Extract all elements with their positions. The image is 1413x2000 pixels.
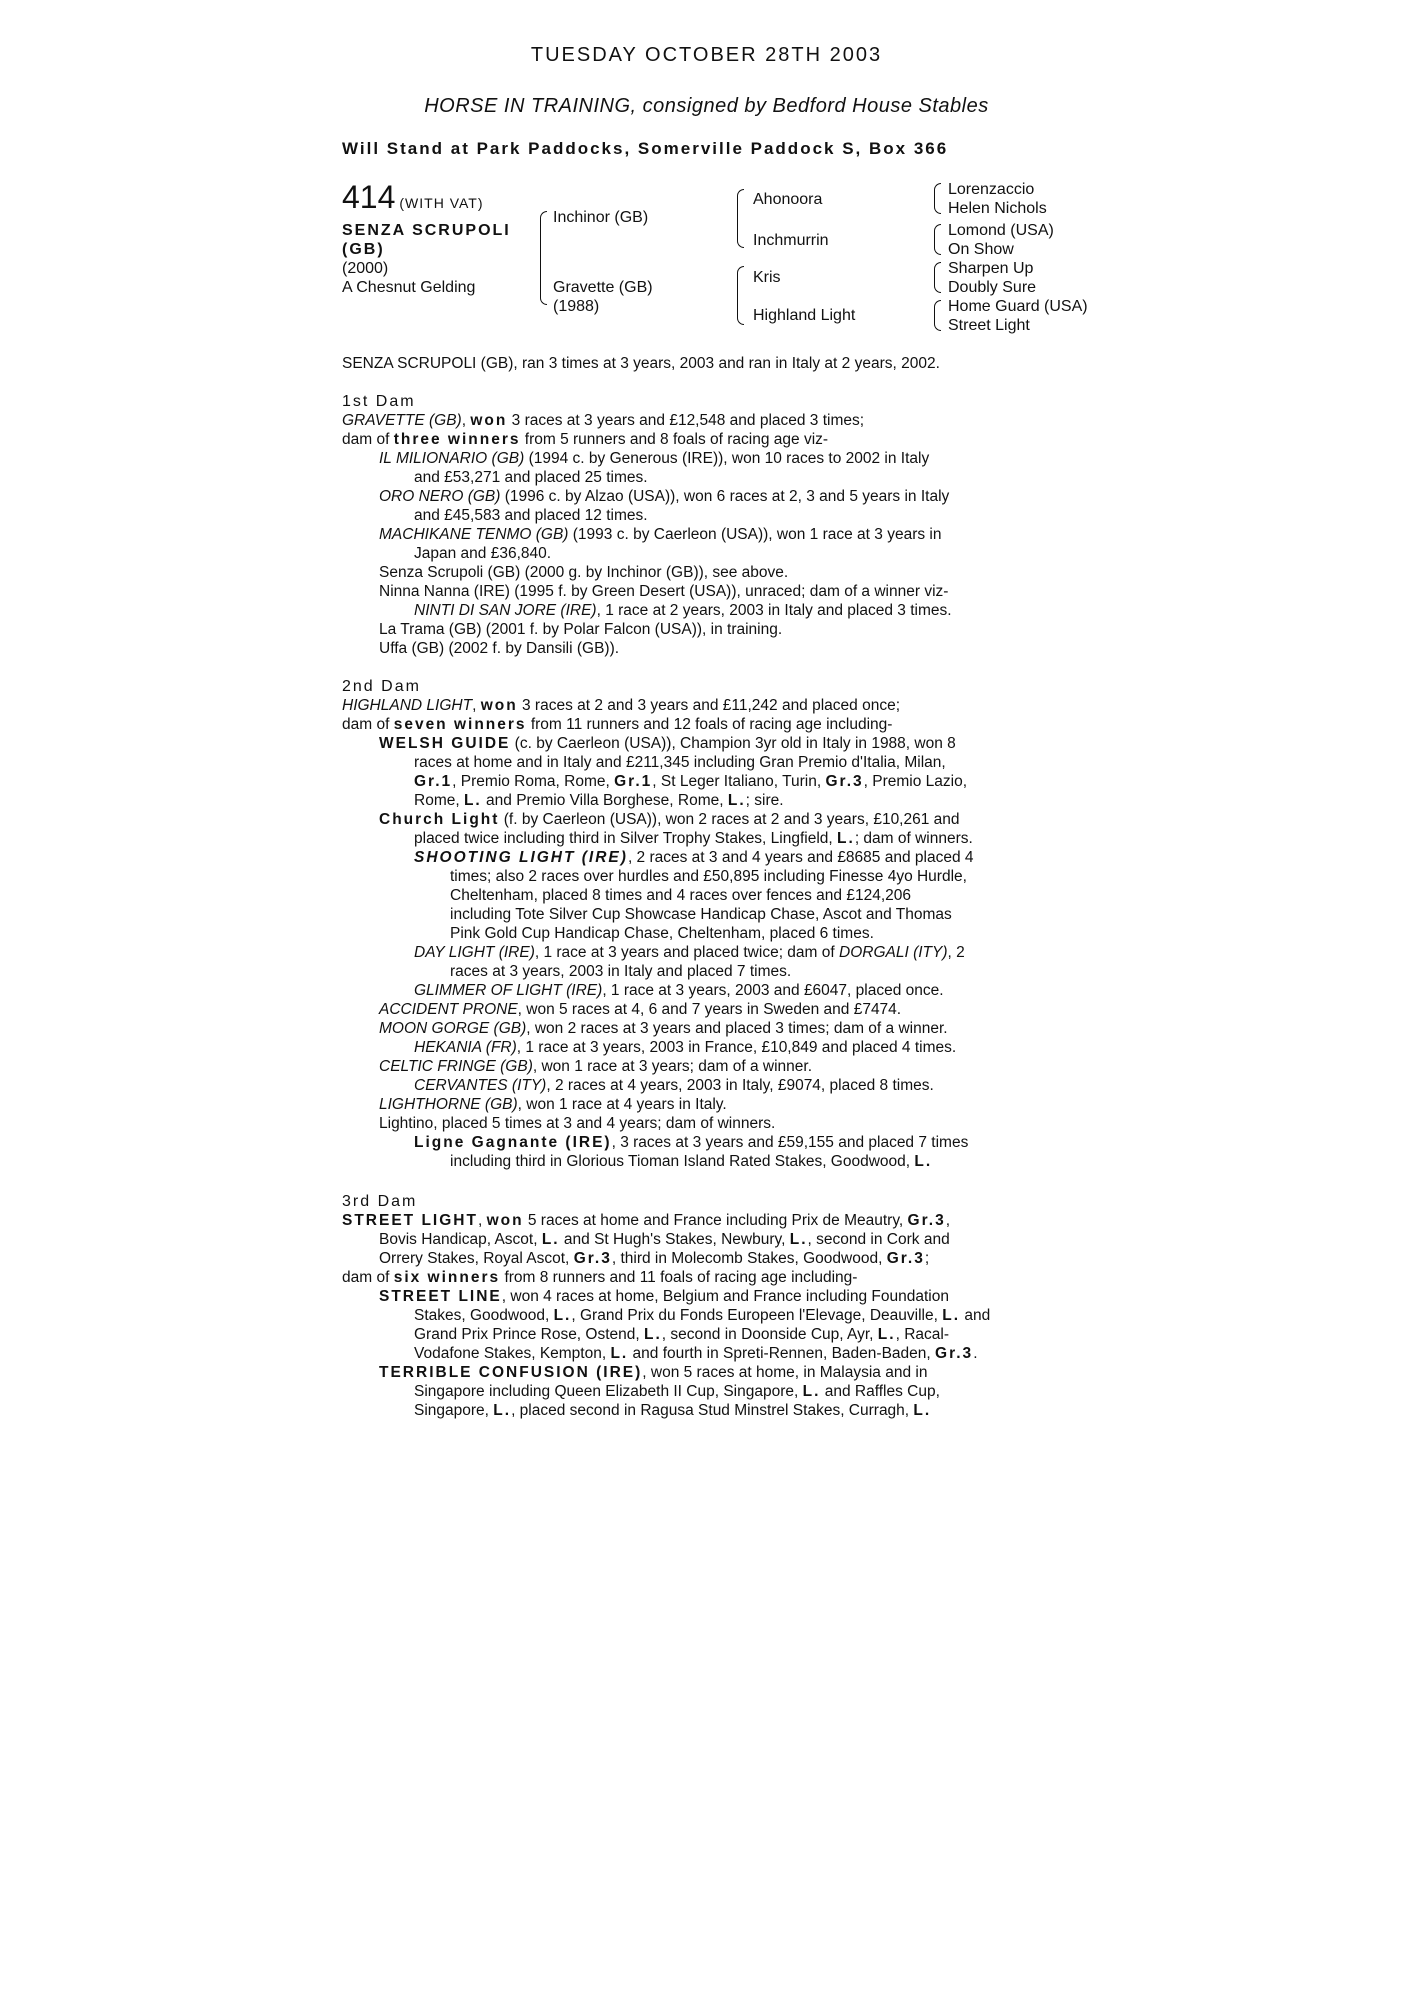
text: ; sire. — [745, 792, 784, 809]
text: dam of — [342, 431, 394, 448]
text: , 1 race at 3 years, 2003 and £6047, placed once. — [602, 982, 944, 999]
text: six winners — [393, 1269, 501, 1286]
text: Rome, — [414, 792, 464, 809]
sire-parents-brace — [737, 189, 744, 248]
grandparent-2: Helen Nichols — [948, 200, 1047, 217]
foaling-year: (2000) — [342, 260, 389, 277]
dam2-line: races at home and in Italy and £211,345 including Gran Premio d'Italia, Milan, — [414, 754, 946, 771]
text: and St Hugh's Stakes, Newbury, — [559, 1231, 790, 1248]
text: Grand Prix Prince Rose, Ostend, — [414, 1326, 645, 1343]
dam1-line: and £53,271 and placed 25 times. — [414, 469, 648, 486]
horse-name — [342, 221, 511, 259]
dam3-line — [342, 1211, 1078, 1230]
text: Gr.3 — [573, 1250, 612, 1267]
dam1-line: La Trama (GB) (2001 f. by Polar Falcon (USA)), in training. — [379, 621, 783, 638]
text: , placed second in Ragusa Stud Minstrel Stakes, Curragh, — [511, 1402, 914, 1419]
dam2-line — [342, 1000, 1078, 1019]
offspring-name: WELSH GUIDE — [379, 735, 511, 752]
offspring-name: DAY LIGHT (IRE) — [414, 944, 535, 961]
text: , third in Molecomb Stakes, Goodwood, — [611, 1250, 887, 1267]
dam-year: (1988) — [553, 298, 600, 315]
dam3-line — [342, 1249, 1078, 1268]
text: (1993 c. by Caerleon (USA)), won 1 race at 3 years in — [568, 526, 942, 543]
dam2-line — [342, 829, 1078, 848]
text: , won 4 races at home, Belgium and France including Foundation — [501, 1288, 949, 1305]
text: 3 races at 3 years and £12,548 and placed 3 times; — [507, 412, 865, 429]
dam2-line — [342, 734, 1078, 753]
dam-sire: Kris — [753, 269, 781, 286]
lot-number-value: 414 — [342, 179, 396, 215]
brace-g4 — [934, 300, 941, 331]
dam1-line — [342, 487, 1078, 506]
dam2-line — [342, 1076, 1078, 1095]
third-dam-heading: 3rd Dam — [342, 1193, 418, 1210]
text: Bovis Handicap, Ascot, — [379, 1231, 542, 1248]
dam3-line — [342, 1230, 1078, 1249]
offspring-name: SHOOTING LIGHT (IRE) — [414, 849, 628, 866]
dam1-line — [342, 430, 1078, 449]
dam2-line — [342, 1019, 1078, 1038]
text: , won 5 races at 4, 6 and 7 years in Sweden and £7474. — [517, 1001, 902, 1018]
racing-summary — [342, 354, 1078, 373]
text: Gr.3 — [886, 1250, 925, 1267]
first-dam-section — [342, 392, 1078, 658]
text: won — [470, 412, 508, 429]
dam: Gravette (GB) — [553, 279, 653, 296]
text: L. — [837, 830, 855, 847]
grandparent-3: Lomond (USA) — [948, 222, 1054, 239]
offspring-name: TERRIBLE CONFUSION (IRE) — [379, 1364, 643, 1381]
text: and — [960, 1307, 991, 1324]
text: L. — [877, 1326, 896, 1343]
stand-location: Will Stand at Park Paddocks, Somerville Paddock S, Box 366 — [342, 139, 949, 158]
offspring-name: Church Light — [379, 811, 500, 828]
text: L. — [553, 1307, 572, 1324]
text: and Raffles Cup, — [820, 1383, 940, 1400]
text: , won 1 race at 3 years; dam of a winner. — [532, 1058, 813, 1075]
dam3-line — [342, 1325, 1078, 1344]
brace-g2 — [934, 224, 941, 255]
dam2-line — [342, 1095, 1078, 1114]
dam1-line: Ninna Nanna (IRE) (1995 f. by Green Desert (USA)), unraced; dam of a winner viz- — [379, 583, 949, 600]
text: , Grand Prix du Fonds Europeen l'Elevage, Deauville, — [571, 1307, 943, 1324]
text: 3 races at 2 and 3 years and £11,242 and placed once; — [517, 697, 901, 714]
horse-name-line2: (GB) — [342, 241, 385, 258]
dam2-line — [342, 1152, 1078, 1171]
lot-number — [342, 180, 484, 220]
dam2-line — [342, 1133, 1078, 1152]
text: , Racal- — [895, 1326, 949, 1343]
dam2-line: races at 3 years, 2003 in Italy and placed 7 times. — [450, 963, 792, 980]
sire-dam-brace — [540, 211, 547, 305]
text: Gr.1 — [414, 773, 453, 790]
text: including third in Glorious Tioman Island Rated Stakes, Goodwood, — [450, 1153, 915, 1170]
offspring-name: CERVANTES (ITY) — [414, 1077, 547, 1094]
text: Gr.1 — [614, 773, 653, 790]
text: and Premio Villa Borghese, Rome, — [481, 792, 728, 809]
second-dam-heading: 2nd Dam — [342, 678, 421, 695]
offspring-name: Ligne Gagnante (IRE) — [414, 1134, 612, 1151]
text: L. — [727, 792, 746, 809]
dam2-line — [342, 696, 1078, 715]
dam2-line: times; also 2 races over hurdles and £50,895 including Finesse 4yo Hurdle, — [450, 868, 967, 885]
text: L. — [789, 1231, 808, 1248]
horse-name-line1: SENZA SCRUPOLI — [342, 222, 511, 239]
dam2-line — [342, 1057, 1078, 1076]
text: L. — [493, 1402, 512, 1419]
dam-name: GRAVETTE (GB) — [342, 412, 462, 429]
text: from 8 runners and 11 foals of racing age including- — [500, 1269, 858, 1286]
offspring-name: MACHIKANE TENMO (GB) — [379, 526, 569, 543]
text: seven winners — [393, 716, 527, 733]
grandparent-4: On Show — [948, 241, 1014, 258]
text: , Premio Lazio, — [863, 773, 968, 790]
dam1-line — [342, 411, 1078, 430]
text: Gr.3 — [907, 1212, 946, 1229]
offspring-name: DORGALI (ITY) — [839, 944, 948, 961]
text: dam of — [342, 716, 394, 733]
text: , 1 race at 3 years and placed twice; dam of — [534, 944, 839, 961]
text: , St Leger Italiano, Turin, — [652, 773, 826, 790]
dam2-line: including Tote Silver Cup Showcase Handicap Chase, Ascot and Thomas — [450, 906, 952, 923]
text: 5 races at home and France including Prix de Meautry, — [523, 1212, 908, 1229]
text: won — [480, 697, 518, 714]
text: L. — [463, 792, 482, 809]
brace-g1 — [934, 183, 941, 214]
dam3-line — [342, 1344, 1078, 1363]
horse-description: A Chesnut Gelding — [342, 279, 476, 296]
grandparent-8: Street Light — [948, 317, 1030, 334]
sire-sire: Ahonoora — [753, 191, 823, 208]
dam1-line — [342, 525, 1078, 544]
grandparent-7: Home Guard (USA) — [948, 298, 1088, 315]
dam2-line — [342, 981, 1078, 1000]
text: L. — [541, 1231, 560, 1248]
text: , won 1 race at 4 years in Italy. — [517, 1096, 727, 1113]
offspring-name: NINTI DI SAN JORE (IRE) — [414, 602, 597, 619]
dam-name: STREET LIGHT — [342, 1212, 478, 1229]
dam2-line — [342, 1038, 1078, 1057]
offspring-name: ACCIDENT PRONE — [379, 1001, 518, 1018]
text: L. — [942, 1307, 961, 1324]
dam3-line — [342, 1287, 1078, 1306]
text: , won 2 races at 3 years and placed 3 times; dam of a winner. — [526, 1020, 948, 1037]
text: Singapore, — [414, 1402, 494, 1419]
text: , 2 races at 4 years, 2003 in Italy, £9074, placed 8 times. — [546, 1077, 934, 1094]
dam-dam: Highland Light — [753, 307, 856, 324]
text: and fourth in Spreti-Rennen, Baden-Baden, — [628, 1345, 936, 1362]
offspring-name: LIGHTHORNE (GB) — [379, 1096, 518, 1113]
dam2-line — [342, 848, 1078, 867]
text: won — [486, 1212, 524, 1229]
text: Gr.3 — [825, 773, 864, 790]
text: (f. by Caerleon (USA)), won 2 races at 2 and 3 years, £10,261 and — [499, 811, 960, 828]
text: , — [945, 1212, 951, 1229]
text: L. — [644, 1326, 662, 1343]
first-dam-heading: 1st Dam — [342, 393, 416, 410]
grandparent-5: Sharpen Up — [948, 260, 1034, 277]
text: , 1 race at 3 years, 2003 in France, £10,849 and placed 4 times. — [516, 1039, 957, 1056]
dam3-line — [342, 1382, 1078, 1401]
grandparent-1: Lorenzaccio — [948, 181, 1035, 198]
text: , 2 — [947, 944, 965, 961]
text: L. — [914, 1153, 933, 1170]
sale-date: TUESDAY OCTOBER 28TH 2003 — [530, 44, 883, 66]
text: , — [461, 412, 471, 429]
dam2-line — [342, 791, 1078, 810]
brace-g3 — [934, 262, 941, 293]
text: (1996 c. by Alzao (USA)), won 6 races at 2, 3 and 5 years in Italy — [500, 488, 950, 505]
text: , second in Doonside Cup, Ayr, — [661, 1326, 878, 1343]
offspring-name: IL MILIONARIO (GB) — [379, 450, 525, 467]
dam1-line — [342, 601, 1078, 620]
dam1-line: and £45,583 and placed 12 times. — [414, 507, 648, 524]
dam2-line: Pink Gold Cup Handicap Chase, Cheltenham, placed 6 times. — [450, 925, 874, 942]
dam3-line — [342, 1363, 1078, 1382]
vat-note: (WITH VAT) — [399, 195, 484, 211]
dam2-line — [342, 715, 1078, 734]
offspring-name: GLIMMER OF LIGHT (IRE) — [414, 982, 603, 999]
dam1-line — [342, 449, 1078, 468]
grandparent-6: Doubly Sure — [948, 279, 1037, 296]
text: , 2 races at 3 and 4 years and £8685 and placed 4 — [627, 849, 974, 866]
dam-name: HIGHLAND LIGHT — [342, 697, 473, 714]
text: from 11 runners and 12 foals of racing age including- — [526, 716, 893, 733]
dam3-line — [342, 1306, 1078, 1325]
dam-parents-brace — [737, 266, 744, 325]
text: Singapore including Queen Elizabeth II Cup, Singapore, — [414, 1383, 803, 1400]
dam1-line: Uffa (GB) (2002 f. by Dansili (GB)). — [379, 640, 620, 657]
dam2-line: Lightino, placed 5 times at 3 and 4 years; dam of winners. — [379, 1115, 776, 1132]
text: ; dam of winners. — [854, 830, 973, 847]
text: (c. by Caerleon (USA)), Champion 3yr old in Italy in 1988, won 8 — [510, 735, 956, 752]
dam3-line — [342, 1268, 1078, 1287]
dam1-line: Japan and £36,840. — [414, 545, 552, 562]
text: , — [472, 697, 481, 714]
text: , second in Cork and — [807, 1231, 950, 1248]
offspring-name: ORO NERO (GB) — [379, 488, 501, 505]
third-dam-section — [342, 1192, 1078, 1420]
text: three winners — [393, 431, 521, 448]
dam2-line — [342, 943, 1078, 962]
text: placed twice including third in Silver Trophy Stakes, Lingfield, — [414, 830, 838, 847]
dam3-line — [342, 1401, 1078, 1420]
offspring-name: CELTIC FRINGE (GB) — [379, 1058, 533, 1075]
dam2-line: Cheltenham, placed 8 times and 4 races over fences and £124,206 — [450, 887, 911, 904]
text: L. — [913, 1402, 932, 1419]
text: from 5 runners and 8 foals of racing age viz- — [520, 431, 829, 448]
text: , Premio Roma, Rome, — [452, 773, 615, 790]
text: Orrery Stakes, Royal Ascot, — [379, 1250, 574, 1267]
dam2-line — [342, 810, 1078, 829]
dam2-line — [342, 772, 1078, 791]
text: ; — [924, 1250, 930, 1267]
offspring-name: STREET LINE — [379, 1288, 502, 1305]
dam1-line: Senza Scrupoli (GB) (2000 g. by Inchinor (GB)), see above. — [379, 564, 789, 581]
text: . — [973, 1345, 978, 1362]
second-dam-section — [342, 677, 1078, 1171]
text: , won 5 races at home, in Malaysia and in — [642, 1364, 928, 1381]
offspring-name: MOON GORGE (GB) — [379, 1020, 527, 1037]
text: dam of — [342, 1269, 394, 1286]
text: , 1 race at 2 years, 2003 in Italy and placed 3 times. — [596, 602, 952, 619]
text: , 3 races at 3 years and £59,155 and placed 7 times — [611, 1134, 969, 1151]
text: Gr.3 — [935, 1345, 974, 1362]
text: L. — [610, 1345, 629, 1362]
sire-dam: Inchmurrin — [753, 232, 829, 249]
text: Stakes, Goodwood, — [414, 1307, 554, 1324]
consignment-line: HORSE IN TRAINING, consigned by Bedford House Stables — [424, 95, 989, 117]
text: (1994 c. by Generous (IRE)), won 10 races to 2002 in Italy — [524, 450, 930, 467]
sire: Inchinor (GB) — [553, 209, 649, 226]
offspring-name: HEKANIA (FR) — [414, 1039, 517, 1056]
text: L. — [802, 1383, 821, 1400]
text: Vodafone Stakes, Kempton, — [414, 1345, 611, 1362]
text: , — [477, 1212, 487, 1229]
summary-text: SENZA SCRUPOLI (GB), ran 3 times at 3 years, 2003 and ran in Italy at 2 years, 2002. — [342, 355, 940, 372]
